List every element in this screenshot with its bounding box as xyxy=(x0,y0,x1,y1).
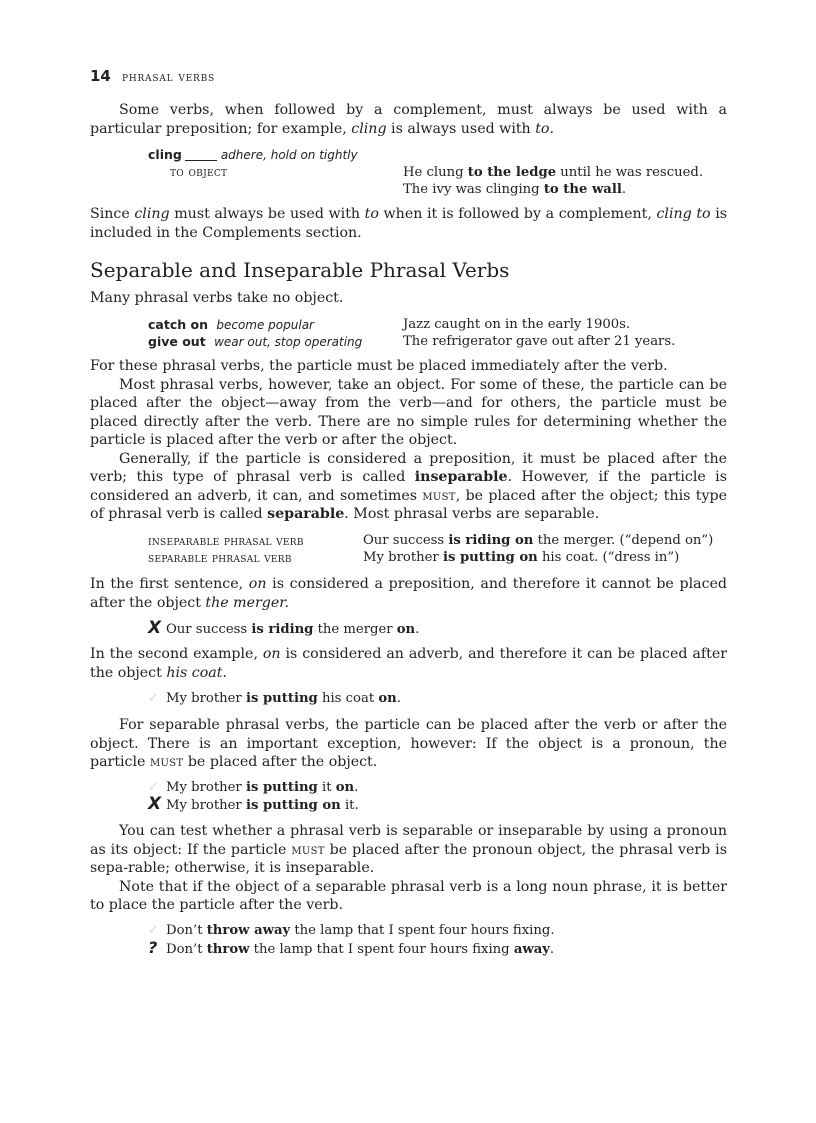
correct-icon: ✓ xyxy=(148,691,159,706)
correct-icon: ✓ xyxy=(148,780,159,795)
pronoun-exception-paragraph: For separable phrasal verbs, the particle can be placed after the verb or after the object. There is an important exception, however: If the object is a pronoun, the particle must be placed after the object. xyxy=(90,717,727,770)
section-heading: Separable and Inseparable Phrasal Verbs xyxy=(90,258,510,282)
running-title: phrasal verbs xyxy=(121,70,215,85)
test-paragraph: You can test whether a phrasal verb is separable or inseparable by using a pronoun as its object: If the particle must be placed after the pronoun object, the phrasal verb is sepa-rable; otherwise, it is inseparable. xyxy=(90,823,727,876)
questionable-example: ? Don’t throw the lamp that I spent four hours fixing away. xyxy=(148,938,555,957)
inseparable-label: inseparable phrasal verb xyxy=(148,533,304,548)
running-header xyxy=(90,66,215,85)
good-example-1: ✓ My brother is putting his coat on. xyxy=(148,691,401,706)
no-object-entry-2: give out wear out, stop operating xyxy=(148,334,363,349)
explanation-block xyxy=(90,357,727,524)
note-paragraph: Note that if the object of a separable phrasal verb is a long noun phrase, it is better to place the particle after the verb. xyxy=(90,878,727,913)
first-sentence-paragraph: In the first sentence, on is considered a preposition, and therefore it cannot be placed after the object the merger. xyxy=(90,576,727,611)
no-object-sentence-1: Jazz caught on in the early 1900s. xyxy=(403,317,631,332)
cling-example-2: The ivy was clinging to the wall. xyxy=(403,182,627,197)
intro-paragraph: Some verbs, when followed by a complement, must always be used with a particular preposition; for example, cling is always used with to. xyxy=(90,102,727,137)
page-number: 14 xyxy=(90,67,111,85)
cling-pattern: to object xyxy=(170,165,228,180)
correct-icon: ✓ xyxy=(148,923,159,938)
no-object-entry-1: catch on become popular xyxy=(148,317,314,332)
complement-blank xyxy=(185,160,217,161)
separable-label: separable phrasal verb xyxy=(148,550,292,565)
second-example-paragraph: In the second example, on is considered an adverb, and therefore it can be placed after the object his coat. xyxy=(90,646,727,681)
separable-example: My brother is putting on his coat. (“dress in”) xyxy=(363,550,680,565)
good-example-3: ✓ Don’t throw away the lamp that I spent four hours fixing. xyxy=(148,923,555,938)
immediately-paragraph: For these phrasal verbs, the particle must be placed immediately after the verb. xyxy=(90,358,668,374)
inseparable-example: Our success is riding on the merger. (“depend on”) xyxy=(363,533,714,548)
entry-definition: adhere, hold on tightly xyxy=(220,148,358,162)
entry-verb: cling xyxy=(148,147,182,162)
bad-example-1: X Our success is riding the merger on. xyxy=(148,618,420,638)
most-paragraph: Most phrasal verbs, however, take an object. For some of these, the particle can be placed after the object—away from the verb—and for others, the particle must be placed directly after the verb. There are no simple rules for determining whether the particle is placed after the verb or after the object. xyxy=(90,376,727,448)
questionable-icon: ? xyxy=(148,938,158,957)
good-example-2: ✓ My brother is putting it on. xyxy=(148,780,359,795)
generally-paragraph: Generally, if the particle is considered a preposition, it must be placed after the verb; this type of phrasal verb is called inseparable. However, if the particle is considered an adverb, it can, and sometimes must, be placed after the object; this type of phrasal verb is called separable. Most phrasal verbs are separable. xyxy=(90,450,727,522)
cling-to-paragraph: Since cling must always be used with to when it is followed by a complement, cling to is included in the Complements section. xyxy=(90,206,728,241)
incorrect-icon: X xyxy=(148,618,162,638)
test-block xyxy=(90,822,727,915)
cling-example-1: He clung to the ledge until he was rescued. xyxy=(403,165,704,180)
cling-entry-head xyxy=(148,146,358,164)
incorrect-icon: X xyxy=(148,794,162,814)
no-object-sentence-2: The refrigerator gave out after 21 years. xyxy=(403,334,676,349)
no-object-paragraph: Many phrasal verbs take no object. xyxy=(90,290,344,306)
bad-example-2: X My brother is putting on it. xyxy=(148,794,359,814)
